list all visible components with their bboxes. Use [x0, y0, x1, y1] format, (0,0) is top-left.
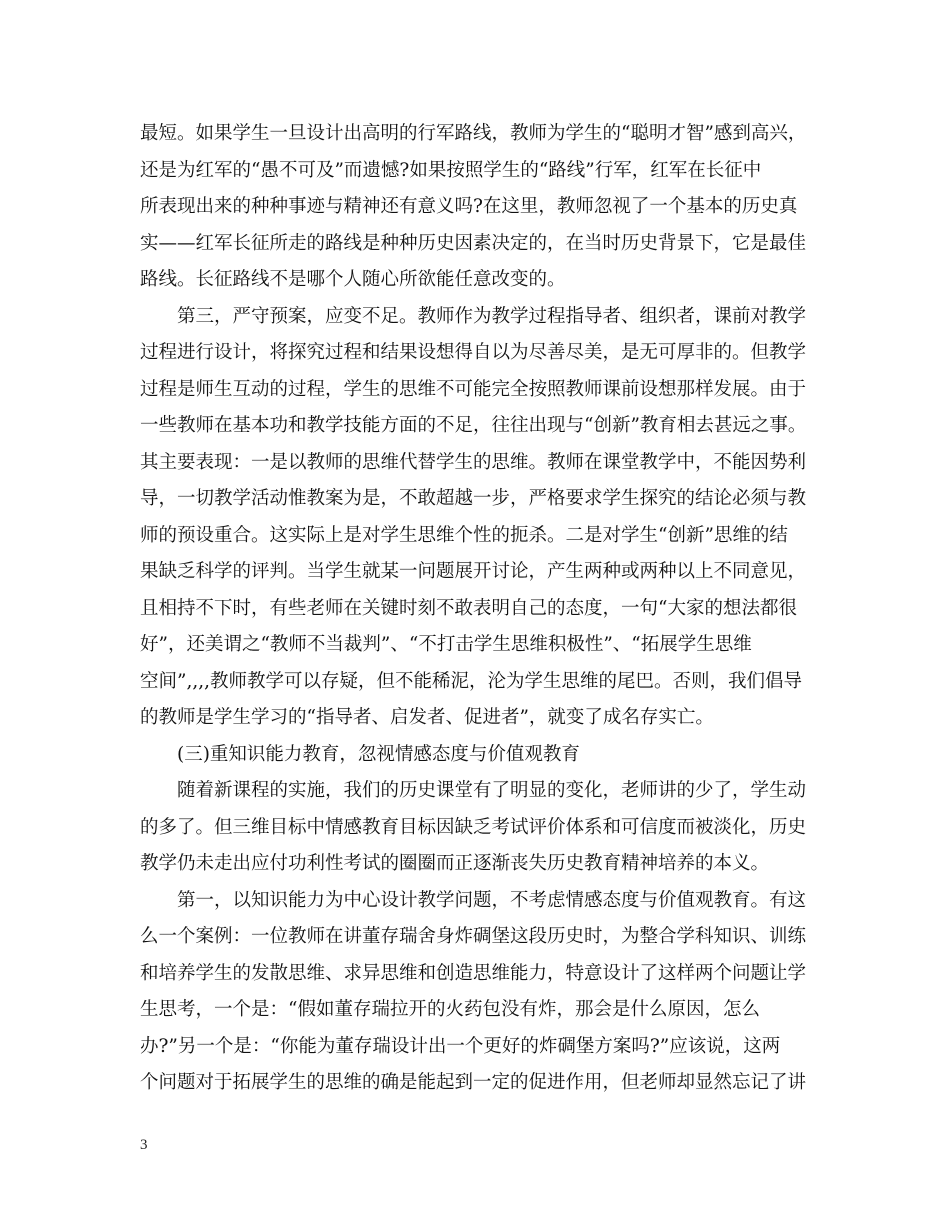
- text-line: 个问题对于拓展学生的思维的确是能起到一定的促进作用，但老师却显然忘记了讲: [140, 1072, 807, 1093]
- text-line: 第一，以知识能力为中心设计教学问题，不考虑情感态度与价值观教育。有这: [177, 889, 807, 911]
- text-line: 第三，严守预案，应变不足。教师作为教学过程指导者、组织者，课前对教学: [177, 305, 807, 327]
- text-line: 所表现出来的种种事迹与精神还有意义吗?在这里，教师忽视了一个基本的历史真: [140, 196, 798, 217]
- text-line: 且相持不下时，有些老师在关键时刻不敢表明自己的态度，一句“大家的想法都很: [140, 597, 797, 619]
- body-text: [140, 116, 828, 1102]
- text-line: 和培养学生的发散思维、求异思维和创造思维能力，特意设计了这样两个问题让学: [140, 962, 807, 984]
- text-line: 导，一切教学活动惟教案为是，不敢超越一步，严格要求学生探究的结论必须与教: [140, 488, 807, 509]
- text-line: 师的预设重合。这实际上是对学生思维个性的扼杀。二是对学生“创新”思维的结: [140, 524, 788, 546]
- text-line: 一些教师在基本功和教学技能方面的不足，往往出现与“创新”教育相去甚远之事。: [140, 415, 807, 436]
- text-line: 过程是师生互动的过程，学生的思维不可能完全按照教师课前设想那样发展。由于: [140, 378, 807, 400]
- text-line: 生思考，一个是：“假如董存瑞拉开的火药包没有炸，那会是什么原因，怎么: [140, 999, 760, 1020]
- text-line: 路线。长征路线不是哪个人随心所欲能任意改变的。: [140, 269, 566, 290]
- text-line: 果缺乏科学的评判。当学生就某一问题展开讨论，产生两种或两种以上不同意见，: [140, 561, 807, 582]
- text-line: 最短。如果学生一旦设计出高明的行军路线，教师为学生的“聪明才智”感到高兴，: [140, 123, 807, 144]
- text-line: 还是为红军的“愚不可及”而遗憾?如果按照学生的“路线”行军，红军在长征中: [140, 159, 762, 181]
- text-line: 好”，还美谓之“教师不当裁判”、“不打击学生思维积极性”、“拓展学生思维: [140, 634, 752, 655]
- text-line: 过程进行设计，将探究过程和结果设想得自以为尽善尽美，是无可厚非的。但教学: [140, 342, 807, 363]
- text-line: 空间”,,,,教师教学可以存疑，但不能稀泥，沦为学生思维的尾巴。否则，我们倡导: [140, 670, 802, 692]
- text-line: 的教师是学生学习的“指导者、启发者、促进者”，就变了成名存实亡。: [140, 707, 714, 728]
- text-line: 其主要表现：一是以教师的思维代替学生的思维。教师在课堂教学中，不能因势利: [140, 451, 807, 473]
- page-number: 3: [140, 1137, 148, 1153]
- text-line: (三)重知识能力教育，忽视情感态度与价值观教育: [177, 743, 580, 765]
- text-line: 的多了。但三维目标中情感教育目标因缺乏考试评价体系和可信度而被淡化，历史: [140, 816, 807, 838]
- text-line: 随着新课程的实施，我们的历史课堂有了明显的变化，老师讲的少了，学生动: [177, 780, 807, 801]
- text-line: 办?”另一个是：“你能为董存瑞设计出一个更好的炸碉堡方案吗?”应该说，这两: [140, 1035, 781, 1057]
- text-line: 么一个案例：一位教师在讲董存瑞舍身炸碉堡这段历史时，为整合学科知识、训练: [140, 926, 807, 947]
- text-line: 实——红军长征所走的路线是种种历史因素决定的，在当时历史背景下，它是最佳: [140, 232, 807, 254]
- text-line: 教学仍未走出应付功利性考试的圈圈而正逐渐丧失历史教育精神培养的本义。: [140, 853, 770, 874]
